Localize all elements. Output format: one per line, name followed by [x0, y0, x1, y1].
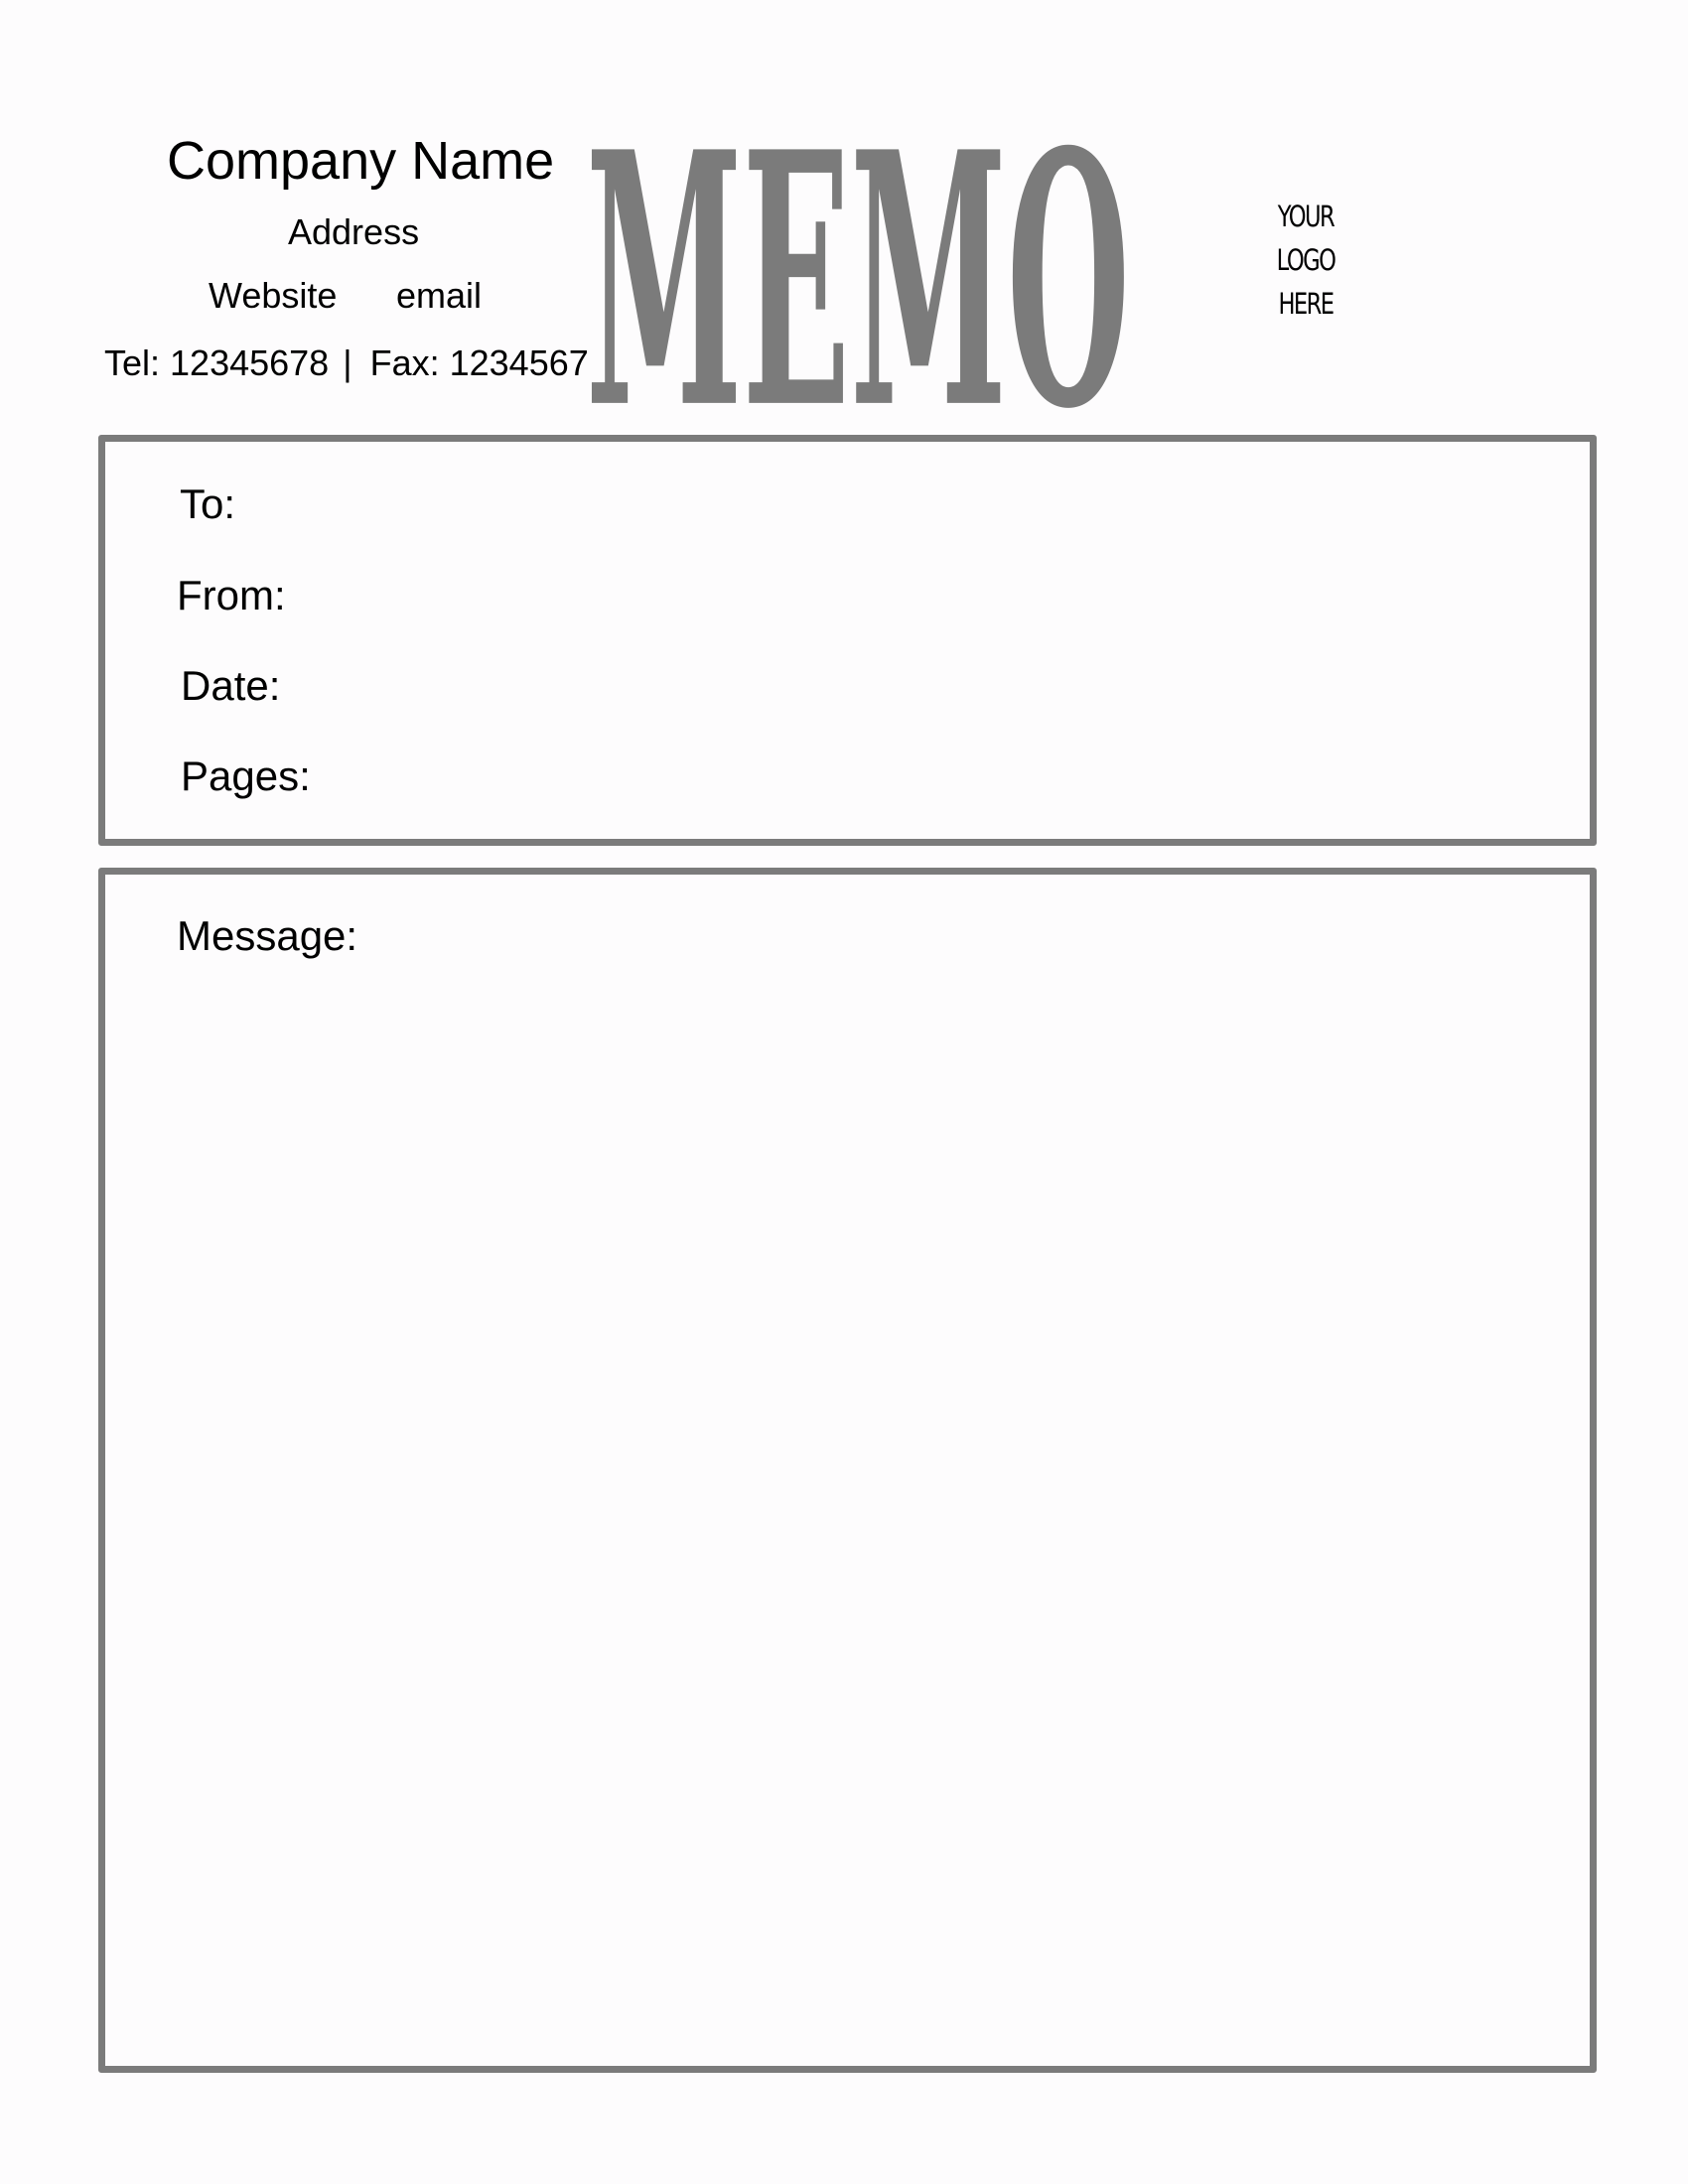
company-website: Website: [209, 275, 338, 316]
company-name: Company Name: [167, 131, 555, 191]
contact-separator: |: [343, 342, 352, 383]
memo-title: [586, 107, 1130, 411]
company-fax: Fax: 1234567: [369, 342, 589, 383]
logo-line-logo: LOGO: [1276, 243, 1336, 277]
message-box: [98, 868, 1597, 2073]
to-label: To:: [180, 480, 236, 527]
logo-line-your: YOUR: [1277, 200, 1335, 233]
message-label: Message:: [177, 912, 358, 959]
company-address: Address: [288, 211, 420, 252]
svg-text:MEMO: MEMO: [586, 107, 1130, 411]
memo-header-box: [98, 435, 1597, 846]
logo-line-here: HERE: [1278, 287, 1334, 321]
from-label: From:: [177, 572, 286, 618]
company-email: email: [396, 275, 483, 316]
logo-placeholder: [1246, 195, 1365, 326]
pages-label: Pages:: [181, 752, 311, 799]
contact-line: [104, 342, 589, 384]
company-tel: Tel: 12345678: [104, 342, 330, 383]
date-label: Date:: [181, 662, 281, 709]
